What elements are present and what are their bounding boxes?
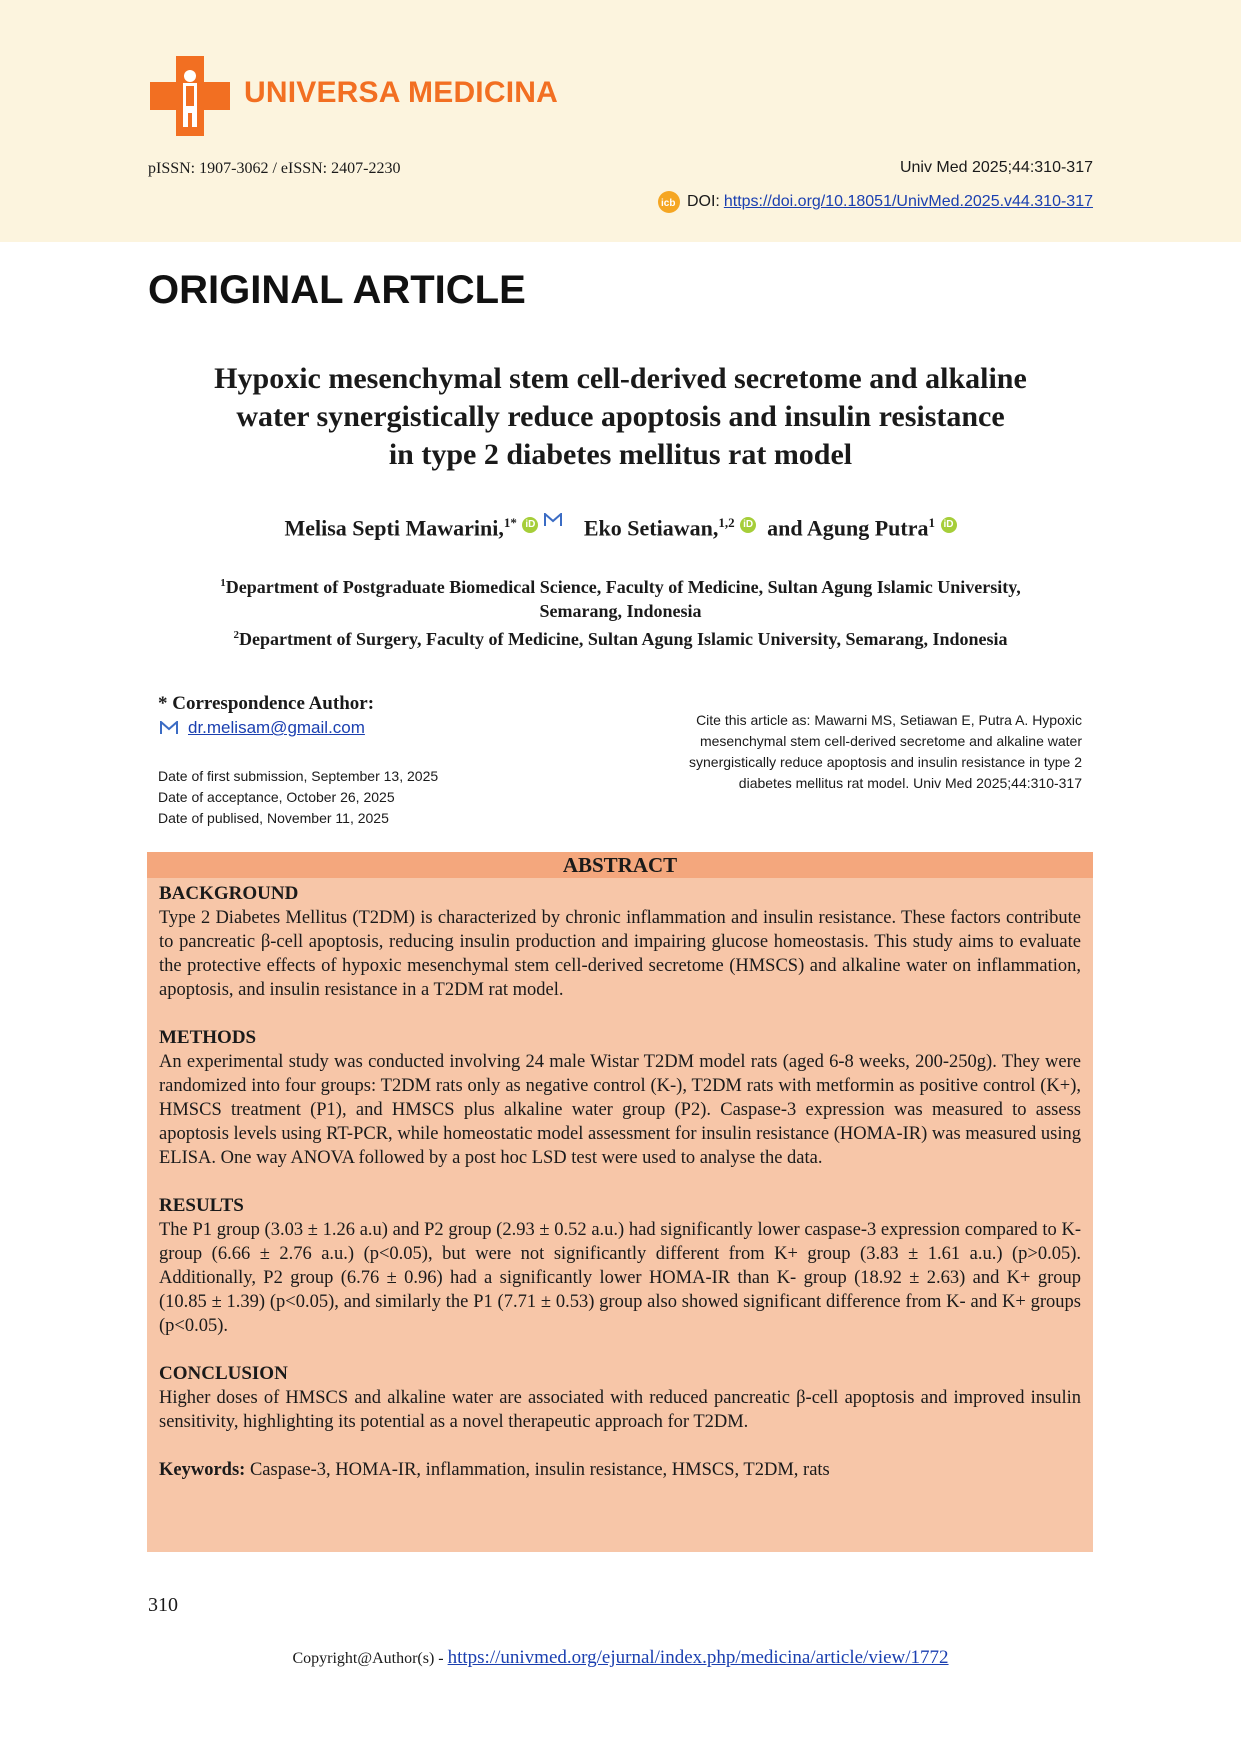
affiliation-text: Department of Surgery, Faculty of Medicine, Sultan Agung Islamic University, Semarang, Indonesia: [239, 629, 1008, 649]
article-title: [148, 360, 1093, 474]
title-line: water synergistically reduce apoptosis and insulin resistance: [236, 400, 1005, 433]
brand-name: UNIVERSA MEDICINA: [244, 76, 558, 109]
affiliation-line: [148, 599, 1093, 623]
page-number: 310: [148, 1594, 178, 1616]
abstract-box: [147, 852, 1093, 1552]
orcid-icon[interactable]: iD: [522, 517, 538, 533]
footer-copyright: Copyright@Author(s) -: [292, 1650, 448, 1667]
affiliation-sup: 1: [220, 577, 226, 589]
abstract-section-text: Type 2 Diabetes Mellitus (T2DM) is characterized by chronic inflammation and insulin resistance. These factors contribute to pancreatic β-cell apoptosis, reducing insulin production and impairing glucose homeostasis. This study aims to evaluate the protective effects of hypoxic mesenchymal stem cell-derived secretome (HMSCS) and alkaline water on inflammation, apoptosis, and insulin resistance in a T2DM rat model.: [159, 908, 1081, 1000]
affiliation-text: Semarang, Indonesia: [539, 601, 702, 621]
keywords: [159, 1458, 1081, 1482]
affiliations: [148, 571, 1093, 651]
author-name: Melisa Septi Mawarini,: [284, 515, 504, 541]
cite-this-article: [640, 710, 1082, 794]
doi-row: [657, 190, 1093, 214]
submission-dates: [158, 766, 438, 829]
date-line: Date of publised, November 11, 2025: [158, 810, 389, 826]
abstract-section-heading: RESULTS: [159, 1195, 244, 1216]
affiliation-text: Department of Postgraduate Biomedical Science, Faculty of Medicine, Sultan Agung Islamic University,: [225, 577, 1021, 597]
doi-link[interactable]: https://doi.org/10.18051/UnivMed.2025.v44.310-317: [723, 193, 1093, 210]
abstract-heading: ABSTRACT: [147, 852, 1093, 878]
cite-line: diabetes mellitus rat model. Univ Med 2025;44:310-317: [738, 775, 1082, 791]
author-name: Agung Putra: [806, 515, 929, 541]
abstract-section-heading: BACKGROUND: [159, 883, 299, 904]
title-line: Hypoxic mesenchymal stem cell-derived secretome and alkaline: [214, 362, 1027, 395]
abstract-section-text: An experimental study was conducted involving 24 male Wistar T2DM model rats (aged 6-8 weeks, 200-250g). They were randomized into four groups: T2DM rats only as negative control (K-), T2DM rats with metformin as positive control (K+), HMSCS treatment (P1), and HMSCS plus alkaline water group (P2). Caspase-3 expression was measured to assess apoptosis levels using RT-PCR, while homeostatic model assessment for insulin resistance (HOMA-IR) was measured using ELISA. One way ANOVA followed by a post hoc LSD test were used to analyse the data.: [159, 1052, 1081, 1168]
abstract-section-text: Higher doses of HMSCS and alkaline water are associated with reduced pancreatic β-cell apoptosis and improved insulin sensitivity, highlighting its potential as a novel therapeutic approach for T2DM.: [159, 1388, 1081, 1432]
correspondence-email-row: [160, 718, 365, 738]
universa-medicina-logo: [150, 56, 230, 136]
affiliation-line: [148, 571, 1093, 599]
cite-line: synergistically reduce apoptosis and insulin resistance in type 2: [689, 754, 1082, 770]
author-affil-sup: 1: [928, 515, 935, 530]
correspondence-email-link[interactable]: dr.melisam@gmail.com: [188, 718, 365, 737]
keywords-label: Keywords:: [159, 1460, 246, 1480]
cite-line: mesenchymal stem cell-derived secretome and alkaline water: [699, 733, 1082, 749]
mail-icon[interactable]: [544, 513, 562, 527]
issn: pISSN: 1907-3062 / eISSN: 2407-2230: [148, 160, 401, 177]
author-affil-sup: 1*: [503, 515, 517, 530]
crossref-icon: [657, 190, 683, 214]
article-type: ORIGINAL ARTICLE: [148, 268, 526, 312]
author-affil-sup: 1,2: [718, 515, 735, 530]
cite-line: Cite this article as: Mawarni MS, Setiawan E, Putra A. Hypoxic: [696, 712, 1082, 728]
footer: [0, 1647, 1241, 1669]
abstract-section-text: The P1 group (3.03 ± 1.26 a.u) and P2 group (2.93 ± 0.52 a.u.) had significantly lower caspase-3 expression compared to K- group (6.66 ± 2.76 a.u.) (p<0.05), but were not significantly different from K+ group (3.83 ± 1.61 a.u.) (p>0.05). Additionally, P2 group (6.76 ± 0.96) had a significantly lower HOMA-IR than K- group (18.92 ± 2.63) and K+ group (10.85 ± 1.39) (p<0.05), and similarly the P1 (7.71 ± 0.53) group also showed significant difference from K- and K+ groups (p<0.05).: [159, 1220, 1081, 1336]
author-name: Eko Setiawan,: [583, 515, 719, 541]
correspondence-label: * Correspondence Author:: [158, 693, 375, 714]
title-line: in type 2 diabetes mellitus rat model: [388, 438, 853, 471]
orcid-icon[interactable]: iD: [740, 517, 756, 533]
doi-label: DOI:: [686, 193, 720, 210]
author-list: [148, 513, 1093, 541]
abstract-section-heading: METHODS: [159, 1027, 257, 1048]
mail-icon: [160, 721, 178, 735]
author-conjunction: and: [767, 515, 803, 541]
affiliation-sup: 2: [233, 629, 239, 641]
abstract-body: [147, 878, 1093, 1482]
journal-citation: Univ Med 2025;44:310-317: [899, 159, 1093, 176]
date-line: Date of first submission, September 13, 2025: [158, 768, 439, 784]
keywords-text: Caspase-3, HOMA-IR, inflammation, insulin resistance, HMSCS, T2DM, rats: [249, 1460, 830, 1480]
affiliation-line: [148, 623, 1093, 651]
footer-article-link[interactable]: https://univmed.org/ejurnal/index.php/medicina/article/view/1772: [447, 1647, 949, 1668]
orcid-icon[interactable]: iD: [941, 517, 957, 533]
abstract-section-heading: CONCLUSION: [159, 1363, 288, 1384]
date-line: Date of acceptance, October 26, 2025: [158, 789, 395, 805]
svg-text:icb: icb: [660, 198, 676, 209]
